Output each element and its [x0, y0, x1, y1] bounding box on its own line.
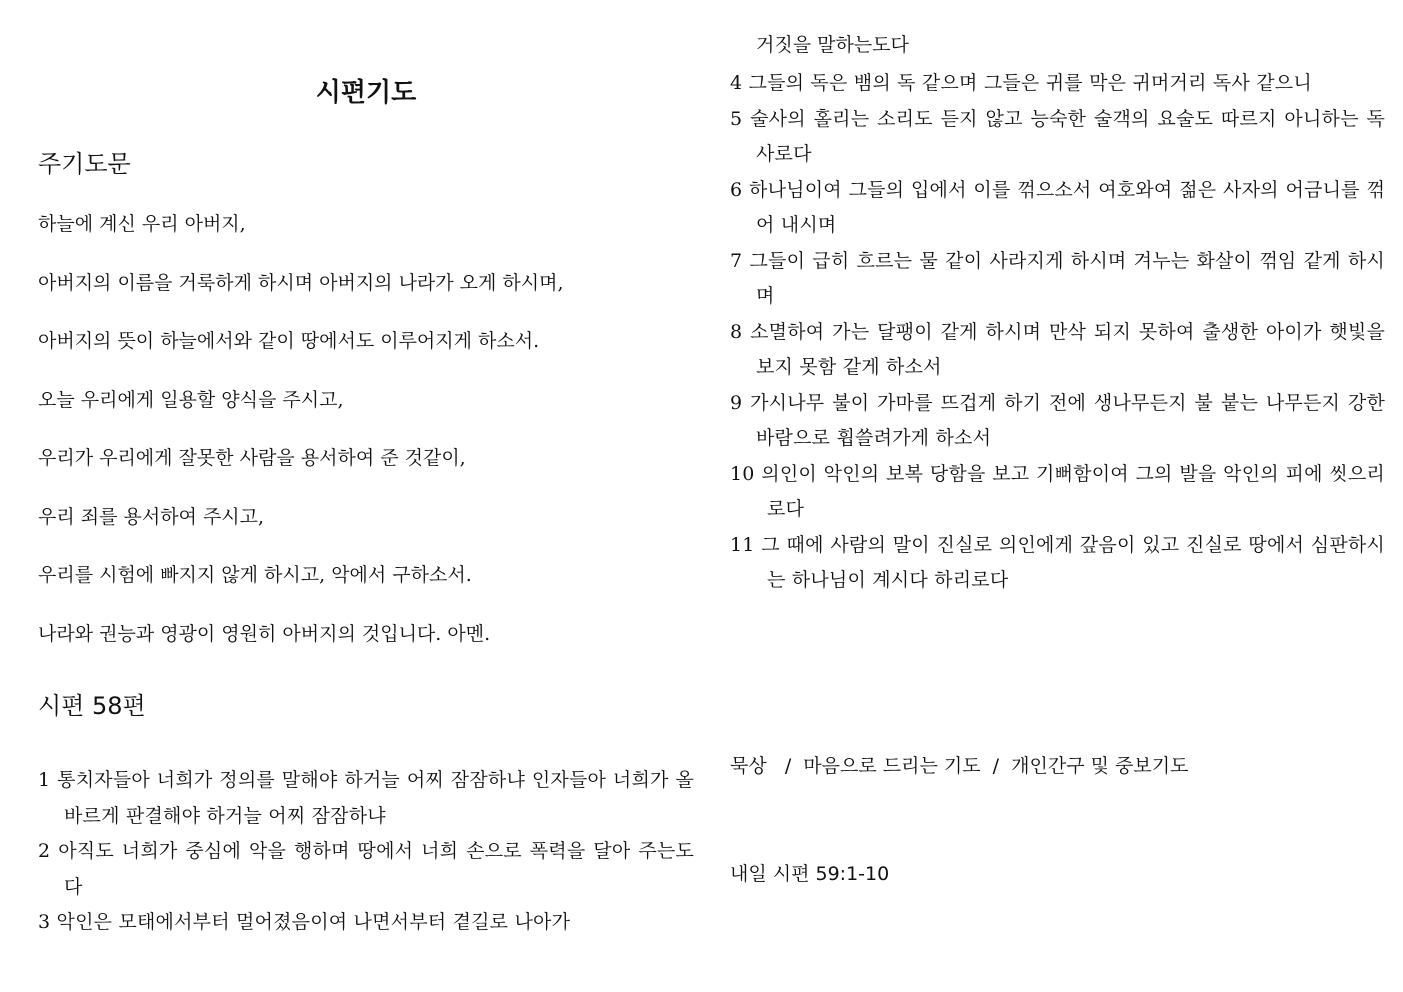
psalm-verse-2: 2 아직도 너희가 중심에 악을 행하며 땅에서 너희 손으로 폭력을 달아 주는도다: [38, 840, 694, 898]
psalm-verse-11: 11 그 때에 사람의 말이 진실로 의인에게 갚음이 있고 진실로 땅에서 심판하시는 하나님이 계시다 하리로다: [730, 533, 1385, 591]
psalm-verses-left: [38, 763, 694, 941]
prayer-line: 오늘 우리에게 일용할 양식을 주시고,: [38, 388, 344, 411]
tomorrow-psalm: 내일 시편 59:1-10: [730, 863, 890, 885]
psalm-verse-4: 4 그들의 독은 뱀의 독 같으며 그들은 귀를 막은 귀머거리 독사 같으니: [730, 72, 1312, 94]
prayer-line: 우리가 우리에게 잘못한 사람을 용서하여 준 것같이,: [38, 447, 466, 469]
prayer-line: 하늘에 계신 우리 아버지,: [38, 213, 246, 235]
psalm-verse-7: 7 그들이 급히 흐르는 물 같이 사라지게 하시며 겨누는 화살이 꺾임 같게 하시며: [730, 249, 1385, 307]
prayer-line: 우리를 시험에 빠지지 않게 하시고, 악에서 구하소서.: [38, 564, 472, 586]
meditation-steps: 묵상 / 마음으로 드리는 기도 / 개인간구 및 중보기도: [730, 755, 1189, 777]
psalm-verse-5: 5 술사의 홀리는 소리도 듣지 않고 능숙한 술객의 요술도 따르지 아니하는 독사로다: [730, 107, 1385, 165]
psalm-verse-8: 8 소멸하여 가는 달팽이 같게 하시며 만삭 되지 못하여 출생한 아이가 햇빛을 보지 못함 같게 하소서: [730, 320, 1385, 378]
psalm-verse-3-continuation: 거짓을 말하는도다: [756, 34, 909, 56]
prayer-line: 나라와 권능과 영광이 영원히 아버지의 것입니다. 아멘.: [38, 622, 491, 645]
psalm-verse-10: 10 의인이 악인의 보복 당함을 보고 기뻐함이여 그의 발을 악인의 피에 씻으리로다: [730, 462, 1385, 520]
meditation-footer: [730, 676, 1188, 964]
psalm-verse-3: 3 악인은 모태에서부터 멀어졌음이여 나면서부터 곁길로 나아가: [38, 911, 571, 933]
prayer-line: 아버지의 이름을 거룩하게 하시며 아버지의 나라가 오게 하시며,: [38, 271, 564, 294]
psalm-heading: 시편 58편: [38, 692, 146, 720]
lords-prayer-text: [38, 206, 564, 674]
psalm-verse-1: 1 통치자들아 너희가 정의를 말해야 하거늘 어찌 잠잠하냐 인자들아 너희가 올바르게 판결해야 하거늘 어찌 잠잠하냐: [38, 769, 694, 827]
lords-prayer-heading: 주기도문: [38, 150, 131, 178]
prayer-line: 아버지의 뜻이 하늘에서와 같이 땅에서도 이루어지게 하소서.: [38, 330, 540, 352]
psalm-verses-right: [730, 66, 1385, 599]
prayer-line: 우리 죄를 용서하여 주시고,: [38, 505, 265, 528]
psalm-verse-6: 6 하나님이여 그들의 입에서 이를 꺾으소서 여호와여 젊은 사자의 어금니를 꺾어 내시며: [730, 178, 1385, 236]
page-title: 시편기도: [315, 78, 417, 108]
psalm-verse-9: 9 가시나무 불이 가마를 뜨겁게 하기 전에 생나무든지 불 붙는 나무든지 강한 바람으로 휩쓸려가게 하소서: [730, 391, 1385, 449]
